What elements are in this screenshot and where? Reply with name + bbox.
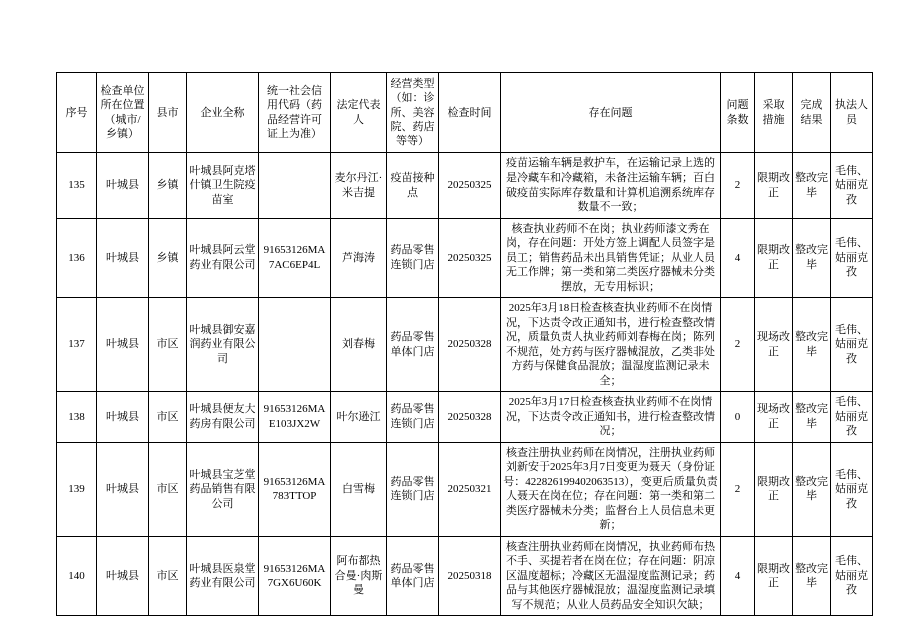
inspection-table: [56, 72, 873, 616]
cell-problem: 核查注册执业药师在岗情况，执业药师布热不手、买提若者在岗在位；存在问题：阴凉区温度超标；冷藏区无温湿度监测记录；药品与其他医疗器械混放；温湿度监测记录填写不规范；从业人员药品安全知识欠缺；: [501, 536, 721, 616]
cell-measure: 限期改正: [755, 536, 793, 616]
cell-problem: 2025年3月17日检查核查执业药师不在岗情况，下达责令改正通知书，进行检查整改情况；: [501, 392, 721, 443]
column-header-business-type: 经营类型（如：诊所、美容院、药店等等）: [387, 73, 439, 153]
cell-inspect-time: 20250318: [439, 536, 501, 616]
table-row: [57, 218, 873, 298]
cell-problem: 疫苗运输车辆是救护车，在运输记录上选的是冷藏车和冷藏箱，未备注运输车辆；百白破疫苗实际库存数量和计算机追溯系统库存数量不一致；: [501, 153, 721, 218]
cell-measure: 限期改正: [755, 153, 793, 218]
cell-enterprise: 叶城县宝芝堂药品销售有限公司: [187, 442, 259, 536]
column-header-result: 完成结果: [793, 73, 831, 153]
cell-credit-code: 91653126MA7AC6EP4L: [259, 218, 331, 298]
cell-seq: 140: [57, 536, 97, 616]
cell-credit-code: [259, 298, 331, 392]
cell-officer: 毛伟、姑丽克孜: [831, 218, 873, 298]
table-row: [57, 536, 873, 616]
cell-inspect-time: 20250328: [439, 392, 501, 443]
cell-enterprise: 叶城县御安嘉润药业有限公司: [187, 298, 259, 392]
cell-unit-location: 叶城县: [97, 153, 149, 218]
cell-legal-person: 阿布都热合曼·肉斯曼: [331, 536, 387, 616]
column-header-problem: 存在问题: [501, 73, 721, 153]
cell-officer: 毛伟、姑丽克孜: [831, 442, 873, 536]
column-header-officer: 执法人员: [831, 73, 873, 153]
table-header: [57, 73, 873, 153]
cell-problem-count: 4: [721, 536, 755, 616]
column-header-credit-code: 统一社会信用代码（药品经营许可证上为准）: [259, 73, 331, 153]
cell-legal-person: 叶尔逊江: [331, 392, 387, 443]
cell-officer: 毛伟、姑丽克孜: [831, 536, 873, 616]
cell-seq: 139: [57, 442, 97, 536]
cell-legal-person: 刘春梅: [331, 298, 387, 392]
cell-problem-count: 2: [721, 442, 755, 536]
cell-county: 市区: [149, 536, 187, 616]
cell-officer: 毛伟、姑丽克孜: [831, 298, 873, 392]
cell-measure: 限期改正: [755, 442, 793, 536]
cell-credit-code: [259, 153, 331, 218]
cell-legal-person: 白雪梅: [331, 442, 387, 536]
cell-business-type: 药品零售单体门店: [387, 536, 439, 616]
cell-problem-count: 0: [721, 392, 755, 443]
cell-enterprise: 叶城县便友大药房有限公司: [187, 392, 259, 443]
cell-county: 乡镇: [149, 153, 187, 218]
cell-business-type: 药品零售连锁门店: [387, 392, 439, 443]
cell-result: 整改完毕: [793, 298, 831, 392]
cell-seq: 135: [57, 153, 97, 218]
cell-inspect-time: 20250321: [439, 442, 501, 536]
cell-business-type: 药品零售连锁门店: [387, 442, 439, 536]
cell-problem: 核查注册执业药师在岗情况，注册执业药师刘新安于2025年3月7日变更为聂天（身份证号：422826199402063513），变更后质量负责人聂天在岗在位；存在问题：第一类和第二类医疗器械未分类；监督台上人员信息未更新；: [501, 442, 721, 536]
cell-officer: 毛伟、姑丽克孜: [831, 392, 873, 443]
cell-measure: 现场改正: [755, 298, 793, 392]
cell-result: 整改完毕: [793, 392, 831, 443]
cell-problem-count: 2: [721, 298, 755, 392]
column-header-unit-location: 检查单位所在位置（城市/乡镇）: [97, 73, 149, 153]
cell-enterprise: 叶城县阿云堂药业有限公司: [187, 218, 259, 298]
cell-enterprise: 叶城县医泉堂药业有限公司: [187, 536, 259, 616]
column-header-measure: 采取措施: [755, 73, 793, 153]
cell-problem-count: 2: [721, 153, 755, 218]
cell-enterprise: 叶城县阿克塔什镇卫生院疫苗室: [187, 153, 259, 218]
column-header-enterprise: 企业全称: [187, 73, 259, 153]
column-header-problem-count: 问题条数: [721, 73, 755, 153]
cell-measure: 限期改正: [755, 218, 793, 298]
cell-unit-location: 叶城县: [97, 536, 149, 616]
cell-county: 乡镇: [149, 218, 187, 298]
cell-county: 市区: [149, 392, 187, 443]
cell-result: 整改完毕: [793, 536, 831, 616]
cell-inspect-time: 20250325: [439, 153, 501, 218]
cell-inspect-time: 20250325: [439, 218, 501, 298]
cell-business-type: 药品零售连锁门店: [387, 218, 439, 298]
table-row: [57, 442, 873, 536]
cell-seq: 138: [57, 392, 97, 443]
cell-problem-count: 4: [721, 218, 755, 298]
table-row: [57, 153, 873, 218]
cell-unit-location: 叶城县: [97, 298, 149, 392]
cell-credit-code: 91653126MA783TTOP: [259, 442, 331, 536]
cell-county: 市区: [149, 298, 187, 392]
cell-credit-code: 91653126MA7GX6U60K: [259, 536, 331, 616]
cell-result: 整改完毕: [793, 153, 831, 218]
cell-problem: 2025年3月18日检查核查执业药师不在岗情况，下达责令改正通知书，进行检查整改情况，质量负责人执业药师刘春梅在岗；陈列不规范，处方药与医疗器械混放，乙类非处方药与保健食品混放；温湿度监测记录未全；: [501, 298, 721, 392]
cell-county: 市区: [149, 442, 187, 536]
cell-seq: 136: [57, 218, 97, 298]
cell-measure: 现场改正: [755, 392, 793, 443]
column-header-legal-person: 法定代表人: [331, 73, 387, 153]
column-header-county: 县市: [149, 73, 187, 153]
cell-result: 整改完毕: [793, 442, 831, 536]
cell-unit-location: 叶城县: [97, 442, 149, 536]
cell-problem: 核查执业药师不在岗；执业药师漆文秀在岗，存在问题：开处方签上调配人员签字是员工；销售药品未出具销售凭证；从业人员无工作牌；第一类和第二类医疗器械未分类摆放，无专用标识；: [501, 218, 721, 298]
column-header-inspect-time: 检查时间: [439, 73, 501, 153]
cell-inspect-time: 20250328: [439, 298, 501, 392]
cell-officer: 毛伟、姑丽克孜: [831, 153, 873, 218]
cell-result: 整改完毕: [793, 218, 831, 298]
cell-legal-person: 麦尔丹江·米吉提: [331, 153, 387, 218]
cell-business-type: 疫苗接种点: [387, 153, 439, 218]
table-row: [57, 298, 873, 392]
cell-unit-location: 叶城县: [97, 218, 149, 298]
cell-business-type: 药品零售单体门店: [387, 298, 439, 392]
cell-legal-person: 芦海涛: [331, 218, 387, 298]
cell-credit-code: 91653126MAE103JX2W: [259, 392, 331, 443]
cell-seq: 137: [57, 298, 97, 392]
table-header-row: [57, 73, 873, 153]
column-header-seq: 序号: [57, 73, 97, 153]
table-row: [57, 392, 873, 443]
table-body: [57, 153, 873, 616]
cell-unit-location: 叶城县: [97, 392, 149, 443]
